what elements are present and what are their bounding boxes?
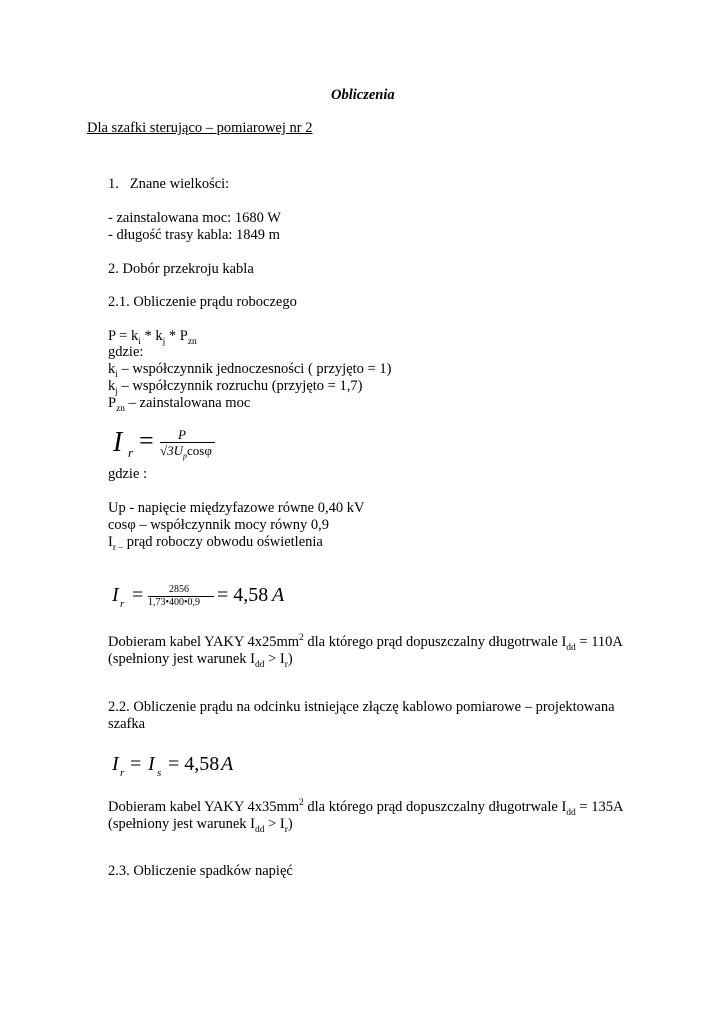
calc-unit: A xyxy=(272,584,285,606)
cable-text: = 110A xyxy=(575,634,623,650)
definition-pzn xyxy=(108,395,250,412)
formula-sub: zn xyxy=(187,336,197,347)
definition-ki xyxy=(108,361,391,378)
def-text: – współczynnik rozruchu (przyjęto = 1,7) xyxy=(117,378,363,394)
cable-sub: dd xyxy=(566,807,576,818)
formula-numerator: P xyxy=(178,427,186,442)
calc-numerator: 2856 xyxy=(169,584,189,595)
section-2-heading: 2. Dobór przekroju kabla xyxy=(108,261,254,277)
cable-text: Dobieram kabel YAKY 4x25mm xyxy=(108,634,300,650)
section-2-2-heading: 2.2. Obliczenie prądu na odcinku istniejące złączę kablowo pomiarowe – projektowana xyxy=(108,699,615,715)
cond-text: (spełniony jest warunek I xyxy=(108,816,255,832)
section-1-title: Znane wielkości: xyxy=(129,176,230,192)
calc2-equals: = xyxy=(130,753,142,775)
where-label-2: gdzie : xyxy=(108,466,148,482)
def-text: – zainstalowana moc xyxy=(125,395,251,411)
cable-selection-1 xyxy=(108,634,623,651)
where-label: gdzie: xyxy=(108,344,144,360)
calc2-s-sub: s xyxy=(157,767,162,779)
section-2-2-heading-cont: szafka xyxy=(108,716,146,732)
cable-text: dla którego prąd dopuszczalny długotrwale I xyxy=(303,634,567,650)
cable-text: = 135A xyxy=(575,799,624,815)
calc2-r-sub: r xyxy=(120,767,125,779)
cond-text: > I xyxy=(264,651,285,667)
calc2-result: = 4,58 xyxy=(168,753,220,775)
calc-result: = 4,58 xyxy=(217,584,269,606)
formula-r-sub: r xyxy=(128,445,134,460)
section-1-number: 1. xyxy=(108,176,119,192)
den-sub: p xyxy=(183,451,188,461)
power-formula xyxy=(108,328,197,345)
definition-ir xyxy=(108,534,323,551)
cond-sub: dd xyxy=(254,824,265,835)
definition-cos: cosφ – współczynnik mocy równy 0,9 xyxy=(108,517,330,533)
formula-sub: j xyxy=(162,336,166,347)
formula-text: P = k xyxy=(108,328,139,344)
def-symbol: P xyxy=(108,395,117,411)
current-calculation-2 xyxy=(108,751,258,781)
calc-denominator: 1,73•400•0,9 xyxy=(148,597,201,608)
cable-sup: 2 xyxy=(299,633,304,644)
def-symbol: I xyxy=(108,534,113,550)
known-value-length: - długość trasy kabla: 1849 m xyxy=(108,227,280,243)
def-sub: zn xyxy=(116,403,126,414)
definition-kj xyxy=(108,378,362,395)
current-formula xyxy=(108,424,238,464)
calc-r-sub: r xyxy=(120,598,125,610)
cable-selection-2 xyxy=(108,799,623,816)
def-sub: i xyxy=(115,369,118,380)
known-value-power: - zainstalowana moc: 1680 W xyxy=(108,210,281,226)
definition-up: Up - napięcie międzyfazowe równe 0,40 kV xyxy=(108,500,365,516)
def-text: prąd roboczy obwodu oświetlenia xyxy=(123,534,323,550)
cond-text: ) xyxy=(287,816,293,832)
section-2-3-heading: 2.3. Obliczenie spadków napięć xyxy=(108,863,293,879)
cond-text: > I xyxy=(264,816,285,832)
calc2-unit: A xyxy=(221,753,234,775)
current-calculation-1 xyxy=(108,582,308,614)
def-symbol: k xyxy=(108,378,116,394)
formula-equals: = xyxy=(139,426,154,455)
den-text: √3U xyxy=(160,443,184,458)
page-title: Obliczenia xyxy=(331,87,395,103)
cond-sub: dd xyxy=(254,659,265,670)
cond-sub: r xyxy=(284,659,288,670)
calc-equals: = xyxy=(132,584,144,606)
formula-I: I xyxy=(113,427,123,458)
formula-denominator xyxy=(160,443,212,459)
cable-text: dla którego prąd dopuszczalny długotrwale I xyxy=(303,799,567,815)
den-cos: cosφ xyxy=(187,443,212,458)
formula-sub: i xyxy=(138,336,141,347)
def-sub: j xyxy=(115,386,118,397)
def-text: – współczynnik jednoczesności ( przyjęto = 1) xyxy=(117,361,392,377)
calc2-Is: I xyxy=(148,753,155,775)
calc-I: I xyxy=(112,584,119,606)
cable-sub: dd xyxy=(566,642,576,653)
cable-condition-2 xyxy=(108,816,293,833)
calc2-I: I xyxy=(112,753,119,775)
cable-text: Dobieram kabel YAKY 4x35mm xyxy=(108,799,300,815)
cable-sup: 2 xyxy=(299,798,304,809)
cond-sub: r xyxy=(284,824,288,835)
def-sub: r – xyxy=(112,542,124,553)
cond-text: (spełniony jest warunek I xyxy=(108,651,255,667)
cond-text: ) xyxy=(287,651,293,667)
formula-text: * k xyxy=(140,328,163,344)
document-subtitle: Dla szafki sterująco – pomiarowej nr 2 xyxy=(87,120,313,136)
section-1-heading xyxy=(108,176,229,193)
formula-text: * P xyxy=(165,328,188,344)
section-2-1-heading: 2.1. Obliczenie prądu roboczego xyxy=(108,294,297,310)
def-symbol: k xyxy=(108,361,116,377)
cable-condition-1 xyxy=(108,651,293,668)
